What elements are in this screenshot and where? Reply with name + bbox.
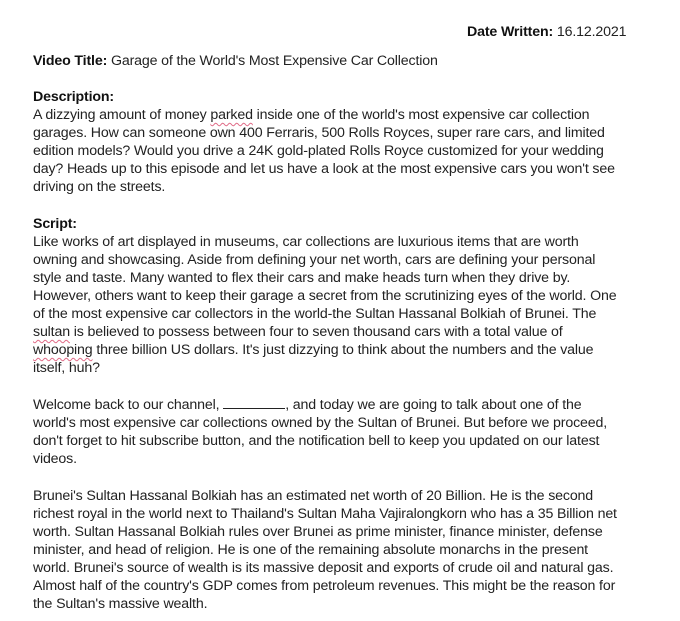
script-line: Like works of art displayed in museums, car collections are luxurious items that are worth [33, 234, 579, 250]
spellcheck-word[interactable]: parked [210, 107, 253, 123]
script-line: videos. [33, 451, 77, 467]
script-line: world. Brunei's source of wealth is its massive deposit and exports of crude oil and natural gas. [33, 560, 614, 576]
script-line: of the most expensive car collectors in the world-the Sultan Hassanal Bolkiah of Brunei. The [33, 306, 597, 322]
script-line: itself, huh? [33, 360, 100, 376]
script-heading-text: Script: [33, 216, 77, 232]
date-written [467, 23, 626, 41]
script-line [33, 341, 593, 359]
script-line: minister, and head of religion. He is one of the remaining absolute monarchs in the present [33, 542, 588, 558]
date-label: Date Written: [467, 24, 554, 40]
script-line: owning and showcasing. Aside from defining your net worth, cars are defining your personal [33, 252, 596, 268]
script-line: the Sultan's massive wealth. [33, 596, 208, 612]
script-line: don't forget to hit subscribe button, and the notification bell to keep you updated on our latest [33, 433, 600, 449]
script-line: world's most expensive car collections owned by the Sultan of Brunei. But before we proceed, [33, 415, 608, 431]
spellcheck-word[interactable]: whooping [33, 342, 93, 358]
video-title-label: Video Title: [33, 53, 108, 69]
description-line: driving on the streets. [33, 179, 166, 195]
description-line: day? Heads up to this episode and let us have a look at the most expensive cars you won't see [33, 161, 615, 177]
text: A dizzying amount of money [33, 107, 211, 123]
script-line [33, 323, 563, 341]
video-title-value: Garage of the World's Most Expensive Car Collection [110, 53, 438, 69]
description-line [33, 106, 589, 124]
description-line: garages. How can someone own 400 Ferraris, 500 Rolls Royces, super rare cars, and limited [33, 125, 605, 141]
script-line: worth. Sultan Hassanal Bolkiah rules over Brunei as prime minister, finance minister, defense [33, 524, 603, 540]
text: is believed to possess between four to seven thousand cars with a total value of [69, 324, 563, 340]
description-heading [33, 88, 114, 106]
video-title [33, 52, 438, 70]
script-line: However, others want to keep their garage a secret from the scrutinizing eyes of the world. One [33, 288, 617, 304]
description-heading-text: Description: [33, 89, 114, 105]
channel-name-blank [223, 396, 285, 409]
script-line: Almost half of the country's GDP comes from petroleum revenues. This might be the reason for [33, 578, 616, 594]
text: three billion US dollars. It's just dizzying to think about the numbers and the value [92, 342, 594, 358]
script-line: style and taste. Many wanted to flex their cars and make heads turn when they drive by. [33, 270, 571, 286]
script-line: Brunei's Sultan Hassanal Bolkiah has an estimated net worth of 20 Billion. He is the second [33, 488, 594, 504]
date-value: 16.12.2021 [556, 24, 627, 40]
script-line: richest royal in the world next to Thailand's Sultan Maha Vajiralongkorn who has a 35 Billion net [33, 506, 617, 522]
description-line: edition models? Would you drive a 24K gold-plated Rolls Royce customized for your wedding [33, 143, 604, 159]
text: inside one of the world's most expensive car collection [252, 107, 590, 123]
script-heading [33, 215, 77, 233]
script-line [33, 396, 582, 414]
text: Welcome back to our channel, [33, 397, 224, 413]
spellcheck-word[interactable]: sultan [33, 324, 70, 340]
text: , and today we are going to talk about one of the [285, 397, 582, 413]
